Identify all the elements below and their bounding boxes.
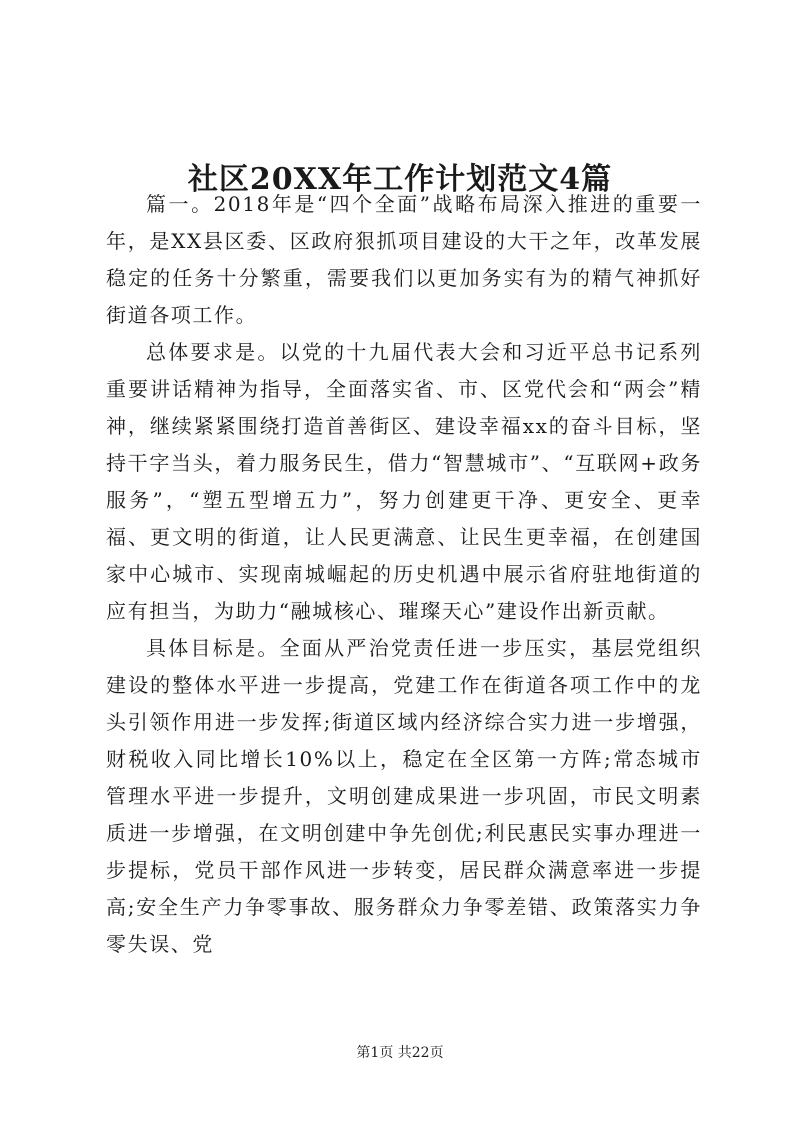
- document-body: [106, 186, 702, 963]
- paragraph-2: 总体要求是。以党的十九届代表大会和习近平总书记系列重要讲话精神为指导，全面落实省、市、区党代会和“两会”精神，继续紧紧围绕打造首善街区、建设幸福xx的奋斗目标，坚持干字当头，着力服务民生，借力“智慧城市”、“互联网+政务服务”，“塑五型增五力”，努力创建更干净、更安全、更幸福、更文明的街道，让人民更满意、让民生更幸福，在创建国家中心城市、实现南城崛起的历史机遇中展示省府驻地街道的应有担当，为助力“融城核心、璀璨天心”建设作出新贡献。: [106, 340, 702, 623]
- page-number-footer: 第1页 共22页: [356, 1045, 444, 1061]
- paragraph-1: 篇一。2018年是“四个全面”战略布局深入推进的重要一年，是XX县区委、区政府狠抓项目建设的大干之年，改革发展稳定的任务十分繁重，需要我们以更加务实有为的精气神抓好街道各项工作。: [106, 192, 702, 327]
- paragraph-3: 具体目标是。全面从严治党责任进一步压实，基层党组织建设的整体水平进一步提高，党建工作在街道各项工作中的龙头引领作用进一步发挥;街道区域内经济综合实力进一步增强，财税收入同比增长10%以上，稳定在全区第一方阵;常态城市管理水平进一步提升，文明创建成果进一步巩固，市民文明素质进一步增强，在文明创建中争先创优;利民惠民实事办理进一步提标，党员干部作风进一步转变，居民群众满意率进一步提高;安全生产力争零事故、服务群众力争零差错、政策落实力争零失误、党: [106, 636, 702, 956]
- document-title: 社区20XX年工作计划范文4篇: [187, 162, 613, 198]
